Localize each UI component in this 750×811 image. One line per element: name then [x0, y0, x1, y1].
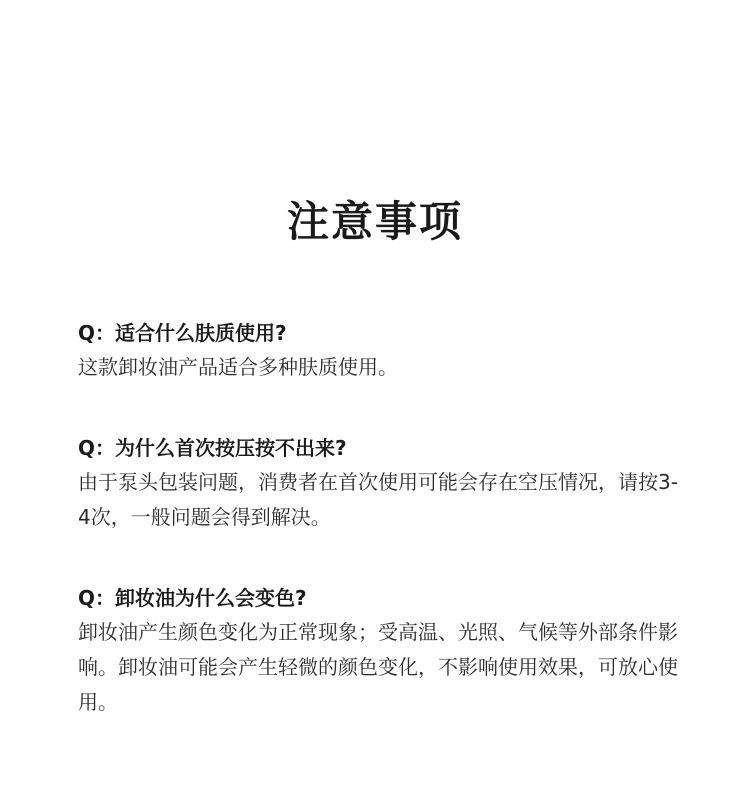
faq-question: Q：适合什么肤质使用? — [78, 321, 287, 345]
faq-question: Q：为什么首次按压按不出来? — [78, 436, 347, 460]
faq-answer: 卸妆油产生颜色变化为正常现象；受高温、光照、气候等外部条件影响。卸妆油可能会产生轻微的颜色变化，不影响使用效果，可放心使用。 — [78, 620, 678, 714]
faq-item-pump — [78, 431, 678, 535]
faq-list — [78, 316, 678, 720]
faq-item-skin-type — [78, 316, 678, 385]
faq-answer: 这款卸妆油产品适合多种肤质使用。 — [78, 355, 398, 379]
faq-item-color-change — [78, 581, 678, 720]
faq-answer: 由于泵头包装问题，消费者在首次使用可能会存在空压情况，请按3-4次，一般问题会得到解决。 — [78, 470, 678, 529]
page-title: 注意事项 — [286, 197, 463, 246]
faq-question: Q：卸妆油为什么会变色? — [78, 586, 307, 610]
